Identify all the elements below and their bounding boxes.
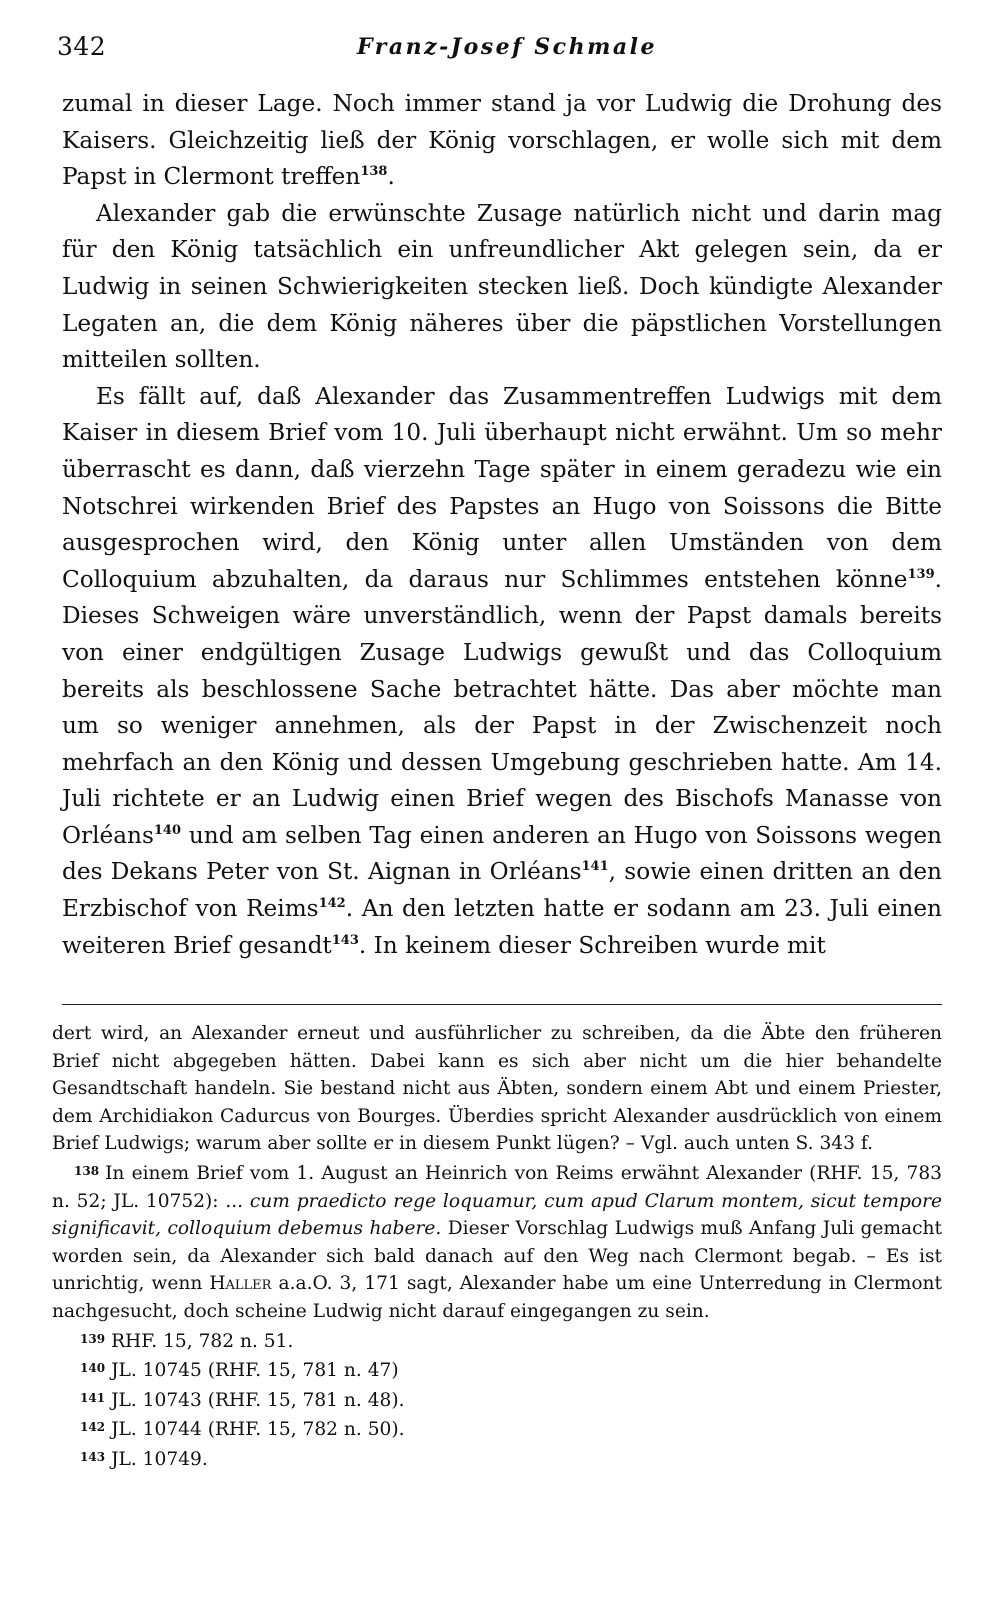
footnote-140: $^{140}$ JL. 10745 (RHF. 15, 781 n. 47) bbox=[80, 1360, 399, 1382]
main-text bbox=[62, 86, 942, 964]
footnote-139: $^{139}$ RHF. 15, 782 n. 51. bbox=[80, 1330, 294, 1352]
footnote-142: $^{142}$ JL. 10744 (RHF. 15, 782 n. 50). bbox=[80, 1419, 405, 1441]
footnote-number: 139 bbox=[80, 1331, 106, 1346]
footnote-ref-141[interactable]: 141 bbox=[581, 859, 609, 875]
footnote-number: 140 bbox=[80, 1361, 106, 1376]
footnote-ref-142[interactable]: 142 bbox=[318, 896, 346, 912]
footnote-number: 138 bbox=[74, 1163, 100, 1178]
footnote-141: $^{141}$ JL. 10743 (RHF. 15, 781 n. 48). bbox=[80, 1389, 405, 1411]
running-head: Franz-Josef Schmale bbox=[357, 34, 657, 60]
footnote-138: $^{138}$ In einem Brief vom 1. August an Heinrich von Reims erwähnt Alexander (RHF. 15, 783 n. 52; JL. 10752): ... cum praedicto rege loquamur, cum apud Clarum montem, sicut tempore significavit, colloquium debemus habere. Dieser Vorschlag Ludwigs muß Anfang Juli gemacht worden sein, da Alexander sich bald danach auf den Weg nach Clermont begab. – Es ist unrichtig, wenn Haller a.a.O. 3, 171 sagt, Alexander habe um eine Unterredung in Clermont nachgesucht, doch scheine Ludwig nicht darauf eingegangen zu sein. bbox=[52, 1162, 942, 1322]
footnote-143: $^{143}$ JL. 10749. bbox=[80, 1448, 208, 1470]
footnote-continuation: dert wird, an Alexander erneut und ausführlicher zu schreiben, da die Äbte den früheren Brief nicht abgegeben hätten. Dabei kann es sich aber nicht um die hier behandelte Gesandtschaft handeln. Sie bestand nicht aus Äbten, sondern einem Abt und einem Priester, dem Archidiakon Cadurcus von Bourges. Überdies spricht Alexander ausdrücklich von einem Brief Ludwigs; warum aber sollte er in diesem Punkt lügen? – Vgl. auch unten S. 343 f. bbox=[52, 1023, 942, 1155]
footnote-number: 143 bbox=[80, 1449, 106, 1464]
footnote-divider bbox=[62, 1004, 942, 1005]
footnote-number: 141 bbox=[80, 1390, 106, 1405]
paragraph-2: Alexander gab die erwünschte Zusage natürlich nicht und darin mag für den König tatsächlich ein unfreundlicher Akt gelegen sein, da er Ludwig in seinen Schwierigkeiten stecken ließ. Doch kündigte Alexander Legaten an, die dem König näheres über die päpstlichen Vorstellungen mitteilen sollten. bbox=[62, 199, 942, 374]
paragraph-3: Es fällt auf, daß Alexander das Zusammentreffen Ludwigs mit dem Kaiser in diesem Brief vom 10. Juli überhaupt nicht erwähnt. Um so mehr überrascht es dann, daß vierzehn Tage später in einem geradezu wie ein Notschrei wirkenden Brief des Papstes an Hugo von Soissons die Bitte ausgesprochen wird, den König unter allen Umständen von dem Colloquium abzuhalten, da daraus nur Schlimmes entstehen könne$^{139}$. Dieses Schweigen wäre unverständlich, wenn der Papst damals bereits von einer endgültigen Zusage Ludwigs gewußt und das Colloquium bereits als beschlossene Sache betrachtet hätte. Das aber möchte man um so weniger annehmen, als der Papst in der Zwischenzeit noch mehrfach an den König und dessen Umgebung geschrieben hatte. Am 14. Juli richtete er an Ludwig einen Brief wegen des Bischofs Manasse von Orléans$^{140}$ und am selben Tag einen anderen an Hugo von Soissons wegen des Dekans Peter von St. Aignan in Orléans$^{141}$, sowie einen dritten an den Erzbischof von Reims$^{142}$. An den letzten hatte er sodann am 23. Juli einen weiteren Brief gesandt$^{143}$. In keinem dieser Schreiben wurde mit bbox=[62, 382, 942, 959]
footnote-number: 142 bbox=[80, 1420, 106, 1435]
page-number: 342 bbox=[57, 32, 107, 61]
footnote-ref-140[interactable]: 140 bbox=[153, 822, 182, 838]
footnote-ref-139[interactable]: 139 bbox=[907, 566, 935, 582]
footnote-ref-138[interactable]: 138 bbox=[360, 164, 388, 180]
page-header bbox=[57, 32, 937, 68]
author-name: Haller bbox=[209, 1273, 272, 1295]
footnotes bbox=[52, 1020, 942, 1474]
latin-quote: ... cum praedicto rege loquamur, cum apud Clarum montem, sicut tempore significavit, colloquium debemus habere. bbox=[52, 1190, 942, 1240]
footnote-ref-143[interactable]: 143 bbox=[331, 932, 359, 948]
paragraph-1: zumal in dieser Lage. Noch immer stand ja vor Ludwig die Drohung des Kaisers. Gleichzeitig ließ der König vorschlagen, er wolle sich mit dem Papst in Clermont treffen$^{138}$. bbox=[62, 90, 942, 191]
